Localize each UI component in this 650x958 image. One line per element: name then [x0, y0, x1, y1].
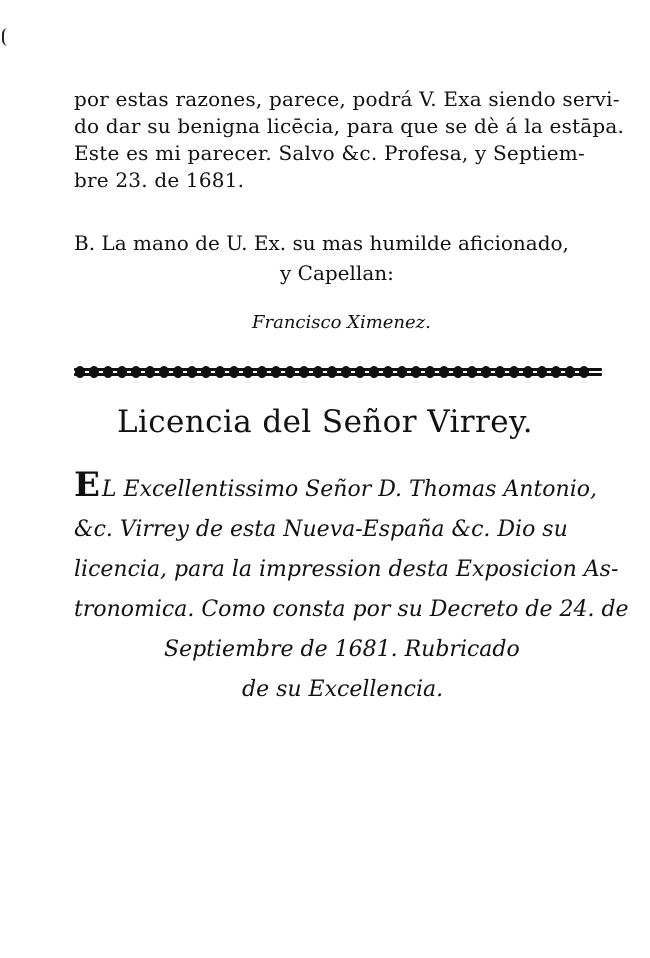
- ornament-mark: [103, 366, 113, 378]
- ornament-mark: [467, 366, 477, 378]
- ornament-mark: [341, 366, 351, 378]
- ornament-mark: [187, 366, 197, 378]
- ornament-mark: [509, 366, 519, 378]
- text-line: bre 23. de 1681.: [74, 168, 245, 192]
- text-line: por estas razones, parece, podrá V. Exa siendo servi-: [74, 87, 620, 111]
- ornament-mark: [439, 366, 449, 378]
- ornament-mark: [355, 366, 365, 378]
- ornament-mark: [89, 366, 99, 378]
- text-line: de su Excellencia.: [242, 677, 444, 702]
- ornament-mark: [313, 366, 323, 378]
- ornament-mark: [411, 366, 421, 378]
- ornament-mark: [369, 366, 379, 378]
- ornament-mark: [215, 366, 225, 378]
- ornament-mark: [453, 366, 463, 378]
- ornament-mark: [579, 366, 589, 378]
- ornament-mark: [383, 366, 393, 378]
- ornament-mark: [327, 366, 337, 378]
- drop-cap: E: [74, 465, 100, 505]
- text-line: Septiembre de 1681. Rubricado: [164, 637, 520, 662]
- license-paragraph: [74, 465, 629, 710]
- ornament-mark: [285, 366, 295, 378]
- ornament-mark: [173, 366, 183, 378]
- ornament-mark: [425, 366, 435, 378]
- section-heading: Licencia del Señor Virrey.: [116, 404, 534, 440]
- text-line: Este es mi parecer. Salvo &c. Profesa, y Septiem-: [74, 141, 585, 165]
- ornament-mark: [481, 366, 491, 378]
- ornament-mark: [271, 366, 281, 378]
- salutation-line: B. La mano de U. Ex. su mas humilde aficionado,: [74, 231, 569, 255]
- salutation-line: y Capellan:: [280, 261, 394, 285]
- ornament-mark: [159, 366, 169, 378]
- page-edge-mark: [2, 28, 10, 46]
- text-line: do dar su benigna licēcia, para que se dè á la estāpa.: [74, 114, 625, 138]
- ornament-mark: [565, 366, 575, 378]
- ornament-mark: [495, 366, 505, 378]
- approval-paragraph: [74, 86, 625, 194]
- ornament-mark: [117, 366, 127, 378]
- ornament-mark: [145, 366, 155, 378]
- ornament-mark: [243, 366, 253, 378]
- ornament-mark: [537, 366, 547, 378]
- signature: Francisco Ximenez.: [252, 312, 431, 333]
- text-line: tronomica. Como consta por su Decreto de 24. de: [74, 597, 629, 622]
- ornament-mark: [257, 366, 267, 378]
- ornament-mark: [131, 366, 141, 378]
- closing-salutation: [74, 228, 602, 288]
- text-line: [74, 465, 602, 510]
- ornament-mark: [523, 366, 533, 378]
- text-line: licencia, para la impression desta Exposicion As-: [74, 557, 619, 582]
- ornament-mark: [229, 366, 239, 378]
- ornament-mark: [201, 366, 211, 378]
- ornamental-divider: [74, 362, 602, 382]
- text-line: &c. Virrey de esta Nueva-España &c. Dio su: [74, 517, 568, 542]
- ornament-mark: [397, 366, 407, 378]
- text-fragment: L Excellentissimo Señor D. Thomas Antonio,: [101, 477, 597, 502]
- ornament-mark: [75, 366, 85, 378]
- ornament-mark: [551, 366, 561, 378]
- ornament-mark: [299, 366, 309, 378]
